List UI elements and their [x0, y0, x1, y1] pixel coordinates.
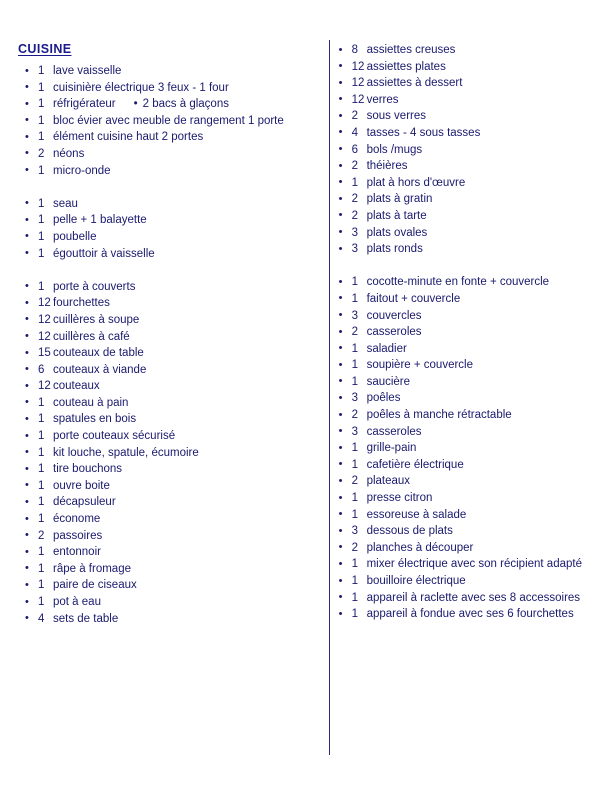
item-label: sets de table	[53, 612, 119, 625]
item-quantity: 6	[38, 363, 45, 376]
item-label: assiettes à dessert	[366, 77, 463, 90]
item-label: spatules en bois	[53, 413, 137, 426]
list-item	[332, 424, 582, 441]
list-item	[332, 374, 582, 391]
item-label: râpe à fromage	[53, 562, 131, 575]
list-item	[18, 129, 300, 146]
list-item	[332, 473, 582, 490]
item-quantity: 1	[38, 164, 45, 177]
item-label: casseroles	[366, 326, 422, 339]
item-label: cafetière électrique	[366, 458, 464, 471]
item-label: lave vaisselle	[53, 65, 122, 77]
list-item	[332, 573, 582, 590]
list-item	[18, 362, 300, 379]
item-label: planches à découper	[366, 541, 474, 554]
list-item	[18, 312, 300, 329]
list-spacer	[332, 258, 582, 275]
item-quantity: 1	[38, 280, 45, 293]
item-label: plateaux	[366, 475, 411, 488]
item-label: économe	[53, 513, 101, 526]
list-item	[18, 96, 300, 113]
item-sub-label: • 2 bacs à glaçons	[134, 98, 229, 110]
item-label: assiettes plates	[366, 60, 446, 73]
inventory-columns	[18, 42, 582, 627]
list-item	[332, 590, 582, 607]
item-label: plat à hors d'œuvre	[366, 176, 466, 189]
list-item	[332, 241, 582, 258]
item-quantity: 1	[351, 608, 358, 621]
item-quantity: 1	[38, 463, 45, 476]
item-quantity: 1	[351, 458, 358, 471]
item-quantity: 3	[351, 525, 358, 538]
item-label: paire de ciseaux	[53, 579, 137, 592]
item-label: saladier	[366, 342, 407, 355]
item-quantity: 1	[38, 230, 45, 243]
item-label: plats à tarte	[366, 209, 427, 222]
list-item	[332, 158, 582, 175]
item-quantity: 2	[351, 541, 358, 554]
item-label: grille-pain	[366, 442, 417, 455]
item-quantity: 1	[38, 479, 45, 492]
left-column	[18, 42, 300, 627]
item-quantity: 1	[38, 413, 45, 426]
item-quantity: 2	[38, 529, 45, 542]
list-item	[18, 494, 300, 511]
item-quantity: 1	[38, 98, 45, 111]
item-quantity: 1	[38, 430, 45, 443]
list-item	[18, 561, 300, 578]
item-quantity: 1	[351, 359, 358, 372]
list-item	[332, 324, 582, 341]
list-item	[18, 378, 300, 395]
list-item	[332, 357, 582, 374]
list-item	[332, 341, 582, 358]
right-item-list	[332, 42, 582, 623]
item-label: plats ovales	[366, 226, 428, 239]
list-item	[18, 196, 300, 213]
item-label: seau	[53, 197, 78, 210]
item-label: cuisinière électrique 3 feux - 1 four	[53, 81, 229, 94]
item-quantity: 1	[351, 558, 358, 571]
list-item	[332, 59, 582, 76]
item-quantity: 12	[38, 297, 51, 310]
item-label: casseroles	[366, 425, 422, 438]
item-quantity: 12	[351, 93, 365, 106]
list-item	[332, 291, 582, 308]
item-quantity: 1	[38, 114, 45, 127]
item-label: poêles à manche rétractable	[366, 409, 512, 422]
list-item	[18, 594, 300, 611]
list-item	[18, 528, 300, 545]
section-title-cuisine: CUISINE	[18, 42, 72, 56]
item-quantity: 3	[351, 425, 358, 438]
list-spacer	[18, 262, 300, 279]
item-quantity: 1	[38, 513, 45, 526]
list-item	[18, 428, 300, 445]
list-item	[332, 208, 582, 225]
item-quantity: 1	[38, 446, 45, 459]
item-quantity: 1	[38, 65, 45, 77]
item-quantity: 12	[351, 60, 365, 73]
list-item	[332, 42, 582, 59]
item-label: égouttoir à vaisselle	[53, 247, 155, 260]
item-label: micro-onde	[53, 164, 111, 177]
item-quantity: 1	[38, 247, 45, 260]
list-item	[18, 163, 300, 180]
item-label: plats ronds	[366, 243, 423, 256]
item-quantity: 1	[38, 596, 45, 608]
item-quantity: 8	[351, 44, 358, 56]
item-label: couteaux	[53, 380, 100, 393]
item-quantity: 3	[351, 309, 358, 322]
right-column	[300, 42, 582, 623]
item-label: tasses - 4 sous tasses	[366, 126, 481, 139]
list-item	[18, 295, 300, 312]
item-quantity: 1	[38, 496, 45, 509]
item-label: réfrigérateur	[53, 98, 116, 111]
item-label: faitout + couvercle	[366, 292, 461, 305]
item-label: entonnoir	[53, 546, 101, 559]
list-item	[332, 407, 582, 424]
item-quantity: 1	[38, 562, 45, 575]
list-item	[18, 445, 300, 462]
item-quantity: 2	[351, 110, 358, 123]
list-item	[18, 461, 300, 478]
item-label: appareil à raclette avec ses 8 accessoires	[366, 591, 581, 604]
item-label: cuillères à café	[53, 330, 130, 343]
list-item	[332, 556, 582, 573]
list-spacer	[18, 179, 300, 196]
item-label: couteau à pain	[53, 396, 129, 409]
item-label: presse citron	[366, 492, 433, 505]
item-label: couteaux à viande	[53, 363, 147, 376]
list-item	[332, 523, 582, 540]
item-label: dessous de plats	[366, 525, 453, 538]
list-item	[332, 390, 582, 407]
item-label: couteaux de table	[53, 347, 144, 360]
item-label: saucière	[366, 375, 411, 388]
item-label: plats à gratin	[366, 193, 433, 206]
item-quantity: 4	[38, 612, 45, 625]
item-label: élément cuisine haut 2 portes	[53, 131, 204, 144]
item-label: passoires	[53, 529, 103, 542]
list-item	[18, 146, 300, 163]
list-item	[332, 457, 582, 474]
item-label: pot à eau	[53, 596, 101, 608]
list-item	[332, 440, 582, 457]
list-item	[18, 329, 300, 346]
item-quantity: 2	[38, 147, 45, 160]
list-item	[18, 345, 300, 362]
item-label: sous verres	[366, 110, 426, 123]
item-label: tire bouchons	[53, 463, 123, 476]
item-label: kit louche, spatule, écumoire	[53, 446, 199, 459]
list-item	[332, 507, 582, 524]
item-label: ouvre boite	[53, 479, 110, 492]
item-quantity: 2	[351, 475, 358, 488]
item-quantity: 2	[351, 209, 358, 222]
list-item	[18, 611, 300, 628]
list-item	[18, 511, 300, 528]
item-label: appareil à fondue avec ses 6 fourchettes	[366, 608, 574, 621]
item-quantity: 1	[38, 579, 45, 592]
item-label: porte à couverts	[53, 280, 136, 293]
item-quantity: 12	[38, 330, 51, 343]
item-label: cuillères à soupe	[53, 313, 140, 326]
item-label: bloc évier avec meuble de rangement 1 porte	[53, 114, 284, 127]
item-quantity: 12	[351, 77, 365, 90]
list-item	[18, 246, 300, 263]
list-item	[18, 63, 300, 80]
list-item	[332, 274, 582, 291]
list-item	[18, 80, 300, 97]
list-item	[332, 75, 582, 92]
item-quantity: 12	[38, 313, 51, 326]
list-item	[18, 544, 300, 561]
item-quantity: 12	[38, 380, 51, 393]
list-item	[18, 113, 300, 130]
list-item	[332, 125, 582, 142]
item-quantity: 1	[38, 131, 45, 144]
item-label: décapsuleur	[53, 496, 116, 509]
item-quantity: 1	[351, 292, 358, 305]
list-item	[332, 92, 582, 109]
item-quantity: 1	[351, 442, 358, 455]
item-quantity: 1	[351, 176, 358, 189]
list-item	[332, 490, 582, 507]
list-item	[332, 175, 582, 192]
item-quantity: 1	[38, 546, 45, 559]
column-divider	[329, 40, 330, 755]
item-quantity: 1	[351, 591, 358, 604]
item-label: poubelle	[53, 230, 97, 243]
item-label: assiettes creuses	[366, 44, 456, 56]
item-quantity: 2	[351, 160, 358, 173]
list-item	[332, 225, 582, 242]
item-label: fourchettes	[53, 297, 110, 310]
item-quantity: 2	[351, 326, 358, 339]
item-label: pelle + 1 balayette	[53, 214, 147, 227]
item-label: poêles	[366, 392, 401, 405]
list-item	[332, 191, 582, 208]
item-quantity: 1	[351, 508, 358, 521]
item-quantity: 1	[351, 276, 358, 289]
list-item	[18, 577, 300, 594]
list-item	[18, 229, 300, 246]
list-item	[18, 395, 300, 412]
item-quantity: 15	[38, 347, 51, 360]
item-label: cocotte-minute en fonte + couvercle	[366, 276, 550, 289]
list-item	[332, 108, 582, 125]
left-item-list	[18, 63, 300, 627]
item-quantity: 1	[38, 81, 45, 94]
item-quantity: 2	[351, 193, 358, 206]
list-item	[18, 279, 300, 296]
item-label: bouilloire électrique	[366, 575, 466, 587]
item-quantity: 1	[351, 342, 358, 355]
list-item	[18, 411, 300, 428]
item-quantity: 1	[351, 375, 358, 388]
item-quantity: 1	[351, 492, 358, 505]
item-quantity: 3	[351, 226, 358, 239]
item-quantity: 1	[38, 396, 45, 409]
item-label: verres	[366, 93, 399, 106]
list-item	[332, 142, 582, 159]
item-quantity: 6	[351, 143, 358, 156]
list-item	[18, 478, 300, 495]
item-label: soupière + couvercle	[366, 359, 473, 372]
item-label: porte couteaux sécurisé	[53, 430, 176, 443]
item-quantity: 2	[351, 409, 358, 422]
item-quantity: 1	[38, 197, 45, 210]
item-label: bols /mugs	[366, 143, 423, 156]
item-label: théières	[366, 160, 408, 173]
list-item	[332, 606, 582, 623]
item-label: couvercles	[366, 309, 422, 322]
list-item	[332, 540, 582, 557]
item-quantity: 1	[38, 214, 45, 227]
item-label: essoreuse à salade	[366, 508, 467, 521]
list-item	[18, 212, 300, 229]
item-label: mixer électrique avec son récipient adapté	[366, 558, 582, 571]
item-quantity: 3	[351, 243, 358, 256]
item-label: néons	[53, 147, 85, 160]
item-quantity: 4	[351, 126, 358, 139]
item-quantity: 1	[351, 575, 358, 587]
item-quantity: 3	[351, 392, 358, 405]
list-item	[332, 308, 582, 325]
